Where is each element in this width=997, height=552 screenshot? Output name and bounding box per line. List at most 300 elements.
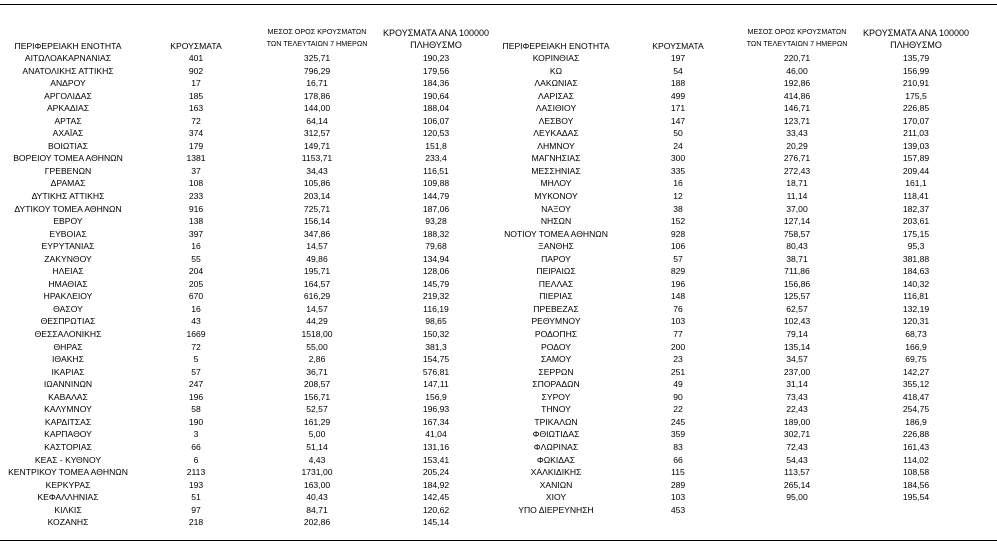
per100k-cell: 120,62 — [422, 504, 450, 515]
region-cell: ΡΕΘΥΜΝΟΥ — [531, 316, 581, 327]
avg7-cell: 46,00 — [786, 65, 808, 76]
per100k-cell: 179,56 — [422, 65, 450, 76]
table-row — [0, 315, 997, 328]
region-cell: ΤΡΙΚΑΛΩΝ — [534, 416, 578, 427]
avg7-cell: 5,00 — [308, 429, 326, 440]
avg7-cell: 711,86 — [784, 266, 810, 277]
cases-cell: 12 — [673, 191, 683, 202]
region-cell: ΕΥΡΥΤΑΝΙΑΣ — [41, 241, 95, 252]
avg7-cell: 54,43 — [786, 454, 808, 465]
cases-cell: 1669 — [186, 329, 206, 340]
avg7-cell: 414,86 — [783, 90, 811, 101]
cases-cell: 499 — [670, 90, 686, 101]
cases-cell: 453 — [670, 504, 686, 515]
region-cell: ΠΙΕΡΙΑΣ — [539, 291, 573, 302]
cases-cell: 928 — [670, 228, 686, 239]
cases-cell: 43 — [191, 316, 201, 327]
per100k-cell: 142,45 — [422, 492, 450, 503]
region-cell: ΚΩ — [549, 65, 563, 76]
cases-cell: 401 — [188, 53, 204, 63]
region-cell: ΛΗΜΝΟΥ — [537, 140, 575, 151]
per100k-cell: 142,27 — [902, 366, 930, 377]
avg7-cell: 265,14 — [783, 479, 811, 490]
header-avg7-line2: ΤΩΝ ΤΕΛΕΥΤΑΙΩΝ 7 ΗΜΕΡΩΝ — [266, 39, 368, 48]
cases-cell: 17 — [191, 78, 201, 89]
avg7-cell: 156,71 — [303, 391, 331, 402]
region-cell: ΚΕΦΑΛΛΗΝΙΑΣ — [37, 492, 99, 503]
table-row — [0, 190, 997, 203]
cases-cell: 38 — [673, 203, 683, 214]
cases-cell: 51 — [191, 492, 201, 503]
avg7-cell: 80,43 — [786, 241, 808, 252]
cases-cell: 1381 — [186, 153, 206, 164]
region-cell: ΔΡΑΜΑΣ — [50, 178, 86, 189]
avg7-cell: 725,71 — [303, 203, 331, 214]
cases-cell: 77 — [673, 329, 683, 340]
cases-cell: 103 — [670, 492, 686, 503]
cases-cell: 66 — [673, 454, 683, 465]
avg7-cell: 72,43 — [786, 441, 808, 452]
avg7-cell: 55,00 — [306, 341, 328, 352]
cases-cell: 83 — [673, 441, 683, 452]
cases-cell: 22 — [673, 404, 683, 415]
region-cell: ΒΟΡΕΙΟΥ ΤΟΜΕΑ ΑΘΗΝΩΝ — [13, 153, 123, 164]
table-row — [0, 466, 997, 479]
region-cell: ΚΑΣΤΟΡΙΑΣ — [44, 441, 92, 452]
region-cell: ΞΑΝΘΗΣ — [538, 241, 574, 252]
cases-cell: 335 — [670, 165, 686, 176]
region-cell: ΦΘΙΩΤΙΔΑΣ — [532, 429, 580, 440]
per100k-cell: 184,92 — [422, 479, 450, 490]
per100k-cell: 116,19 — [423, 303, 449, 314]
per100k-cell: 355,12 — [902, 379, 930, 390]
region-cell: ΕΒΡΟΥ — [53, 216, 83, 227]
per100k-cell: 147,11 — [423, 379, 449, 390]
region-cell: ΚΙΛΚΙΣ — [54, 504, 82, 515]
avg7-cell: 123,71 — [783, 115, 811, 126]
region-cell: ΚΕΡΚΥΡΑΣ — [45, 479, 91, 490]
per100k-cell: 182,37 — [902, 203, 930, 214]
avg7-cell: 95,00 — [786, 492, 808, 503]
per100k-cell: 120,53 — [422, 128, 450, 139]
region-cell: ΙΘΑΚΗΣ — [52, 354, 84, 365]
cases-cell: 148 — [670, 291, 686, 302]
region-cell: ΘΕΣΠΡΩΤΙΑΣ — [40, 316, 96, 327]
table-row — [0, 278, 997, 291]
cases-cell: 190 — [188, 416, 204, 427]
per100k-cell: 186,9 — [905, 416, 927, 427]
cases-cell: 66 — [191, 441, 201, 452]
table-row — [0, 228, 997, 241]
avg7-cell: 44,29 — [306, 316, 328, 327]
cases-cell: 218 — [188, 517, 204, 528]
header-avg7-line1: ΜΕΣΟΣ ΟΡΟΣ ΚΡΟΥΣΜΑΤΩΝ — [267, 27, 367, 36]
per100k-cell: 150,32 — [422, 329, 450, 340]
avg7-cell: 125,57 — [783, 291, 811, 302]
avg7-cell: 616,29 — [303, 291, 331, 302]
region-cell: ΚΕΝΤΡΙΚΟΥ ΤΟΜΕΑ ΑΘΗΝΩΝ — [8, 467, 128, 478]
avg7-cell: 144,00 — [303, 103, 331, 114]
region-cell: ΜΕΣΣΗΝΙΑΣ — [531, 165, 581, 176]
cases-cell: 76 — [673, 303, 683, 314]
cases-cell: 374 — [188, 128, 204, 139]
table-row — [0, 416, 997, 429]
per100k-cell: 184,36 — [422, 78, 450, 89]
region-cell: ΡΟΔΟΥ — [541, 341, 571, 352]
cases-cell: 103 — [670, 316, 686, 327]
region-cell: ΚΟΖΑΝΗΣ — [47, 517, 89, 528]
avg7-cell: 135,14 — [783, 341, 811, 352]
avg7-cell: 192,86 — [783, 78, 811, 89]
cases-cell: 16 — [673, 178, 683, 189]
avg7-cell: 31,14 — [786, 379, 808, 390]
table-row — [0, 366, 997, 379]
per100k-cell: 69,75 — [905, 354, 927, 365]
table-row — [0, 328, 997, 341]
per100k-cell: 114,02 — [903, 454, 929, 465]
table-row — [0, 90, 997, 103]
per100k-cell: 188,04 — [422, 103, 450, 114]
right-table-body — [0, 52, 997, 516]
per100k-cell: 109,88 — [422, 178, 450, 189]
cases-cell: 5 — [193, 354, 199, 365]
per100k-cell: 190,23 — [422, 53, 450, 63]
header-per100k-line2: ΠΛΗΘΥΣΜΟ — [410, 40, 462, 50]
region-cell: ΚΑΡΔΙΤΣΑΣ — [44, 416, 92, 427]
region-cell: ΡΟΔΟΠΗΣ — [534, 329, 578, 340]
cases-cell: 300 — [670, 153, 686, 164]
cases-cell: 58 — [191, 404, 201, 415]
table-row — [0, 378, 997, 391]
region-cell: ΕΥΒΟΙΑΣ — [49, 228, 87, 239]
avg7-cell: 325,71 — [303, 53, 331, 63]
cases-cell: 57 — [673, 253, 683, 264]
cases-cell: 106 — [670, 241, 686, 252]
avg7-cell: 195,71 — [303, 266, 331, 277]
region-cell: ΛΕΣΒΟΥ — [538, 115, 574, 126]
per100k-cell: 219,32 — [422, 291, 450, 302]
cases-cell: 670 — [188, 291, 204, 302]
per100k-cell: 226,85 — [902, 103, 930, 114]
avg7-cell: 18,71 — [786, 178, 808, 189]
cases-cell: 233 — [188, 191, 204, 202]
per100k-cell: 68,73 — [905, 329, 927, 340]
avg7-cell: 64,14 — [306, 115, 328, 126]
header-per100k-line1: ΚΡΟΥΣΜΑΤΑ ΑΝΑ 100000 — [863, 28, 969, 38]
table-row — [0, 52, 997, 65]
cases-cell: 3 — [193, 429, 199, 440]
avg7-cell: 33,43 — [786, 128, 808, 139]
per100k-cell: 95,3 — [907, 241, 925, 252]
per100k-cell: 254,75 — [902, 404, 930, 415]
table-row — [0, 165, 997, 178]
table-row — [0, 203, 997, 216]
avg7-cell: 36,71 — [306, 366, 328, 377]
region-cell: ΑΝΑΤΟΛΙΚΗΣ ΑΤΤΙΚΗΣ — [22, 65, 114, 76]
region-cell: ΔΥΤΙΚΟΥ ΤΟΜΕΑ ΑΘΗΝΩΝ — [14, 203, 122, 214]
avg7-cell: 272,43 — [783, 165, 811, 176]
region-cell: ΝΟΤΙΟΥ ΤΟΜΕΑ ΑΘΗΝΩΝ — [504, 228, 608, 239]
cases-cell: 193 — [188, 479, 204, 490]
avg7-cell: 4,43 — [308, 454, 326, 465]
cases-cell: 247 — [188, 379, 204, 390]
cases-cell: 37 — [191, 165, 201, 176]
avg7-cell: 276,71 — [783, 153, 811, 164]
per100k-cell: 128,06 — [422, 266, 450, 277]
per100k-cell: 167,34 — [422, 416, 450, 427]
per100k-cell: 145,14 — [422, 517, 450, 528]
region-cell: ΝΑΞΟΥ — [541, 203, 571, 214]
region-cell: ΝΗΣΩΝ — [540, 216, 572, 227]
region-cell: ΖΑΚΥΝΘΟΥ — [44, 253, 92, 264]
per100k-cell: 156,9 — [425, 391, 447, 402]
per100k-cell: 118,41 — [903, 191, 929, 202]
cases-cell: 171 — [670, 103, 686, 114]
table-row — [0, 290, 997, 303]
table-row — [0, 115, 997, 128]
region-cell: ΘΑΣΟΥ — [53, 303, 83, 314]
cases-cell: 55 — [191, 253, 201, 264]
avg7-cell: 796,29 — [303, 65, 331, 76]
region-cell: ΚΕΑΣ - ΚΥΘΝΟΥ — [34, 454, 102, 465]
cases-cell: 54 — [673, 65, 683, 76]
region-cell: ΑΡΤΑΣ — [54, 115, 82, 126]
cases-cell: 138 — [188, 216, 204, 227]
cases-cell: 205 — [188, 278, 204, 289]
avg7-cell: 16,71 — [306, 78, 328, 89]
avg7-cell: 178,86 — [303, 90, 331, 101]
avg7-cell: 146,71 — [783, 103, 811, 114]
cases-cell: 72 — [191, 341, 201, 352]
avg7-cell: 14,57 — [306, 241, 328, 252]
avg7-cell: 208,57 — [303, 379, 331, 390]
per100k-cell: 418,47 — [902, 391, 930, 402]
region-cell: ΦΛΩΡΙΝΑΣ — [533, 441, 579, 452]
region-cell: ΙΚΑΡΙΑΣ — [51, 366, 85, 377]
per100k-cell: 157,89 — [902, 153, 930, 164]
table-row — [0, 240, 997, 253]
per100k-cell: 154,75 — [422, 354, 450, 365]
cases-cell: 90 — [673, 391, 683, 402]
cases-cell: 916 — [188, 203, 204, 214]
table-row — [0, 504, 997, 517]
region-cell: ΓΡΕΒΕΝΩΝ — [44, 165, 92, 176]
region-cell: ΛΑΡΙΣΑΣ — [538, 90, 574, 101]
per100k-cell: 188,32 — [422, 228, 450, 239]
avg7-cell: 758,57 — [783, 228, 811, 239]
per100k-cell: 116,51 — [423, 165, 449, 176]
cases-cell: 245 — [670, 416, 686, 427]
cases-cell: 147 — [670, 115, 686, 126]
per100k-cell: 210,91 — [902, 78, 930, 89]
per100k-cell: 134,94 — [422, 253, 450, 264]
region-cell: ΚΑΒΑΛΑΣ — [48, 391, 88, 402]
per100k-cell: 576,81 — [422, 366, 450, 377]
table-row — [0, 491, 997, 504]
table-row — [0, 428, 997, 441]
table-row — [0, 454, 997, 467]
per100k-cell: 184,63 — [902, 266, 930, 277]
cases-cell: 24 — [673, 140, 683, 151]
cases-cell: 152 — [670, 216, 686, 227]
avg7-cell: 51,14 — [306, 441, 328, 452]
per100k-cell: 161,1 — [905, 178, 927, 189]
per100k-cell: 205,24 — [422, 467, 450, 478]
region-cell: ΧΑΛΚΙΔΙΚΗΣ — [530, 467, 582, 478]
table-row — [0, 479, 997, 492]
avg7-cell: 79,14 — [786, 329, 808, 340]
per100k-cell: 131,16 — [422, 441, 450, 452]
avg7-cell: 347,86 — [303, 228, 331, 239]
cases-cell: 188 — [670, 78, 686, 89]
cases-cell: 49 — [673, 379, 683, 390]
avg7-cell: 156,86 — [783, 278, 811, 289]
per100k-cell: 161,43 — [902, 441, 930, 452]
cases-cell: 72 — [191, 115, 201, 126]
per100k-cell: 170,07 — [902, 115, 930, 126]
header-cases: ΚΡΟΥΣΜΑΤΑ — [652, 41, 704, 51]
cases-cell: 902 — [188, 65, 204, 76]
avg7-cell: 52,57 — [306, 404, 328, 415]
cases-cell: 2113 — [186, 467, 206, 478]
region-cell: ΠΑΡΟΥ — [541, 253, 571, 264]
per100k-cell: 144,79 — [422, 191, 450, 202]
region-cell: ΔΥΤΙΚΗΣ ΑΤΤΙΚΗΣ — [31, 191, 105, 202]
region-cell: ΣΥΡΟΥ — [541, 391, 571, 402]
region-cell: ΣΠΟΡΑΔΩΝ — [532, 379, 580, 390]
table-row — [0, 65, 997, 78]
region-cell: ΣΕΡΡΩΝ — [538, 366, 574, 377]
cases-cell: 163 — [188, 103, 204, 114]
avg7-cell: 113,57 — [784, 467, 810, 478]
avg7-cell: 73,43 — [786, 391, 808, 402]
table-row — [0, 303, 997, 316]
per100k-cell: 98,65 — [425, 316, 447, 327]
per100k-cell: 132,19 — [902, 303, 930, 314]
table-row — [0, 391, 997, 404]
per100k-cell: 108,58 — [902, 467, 930, 478]
table-row — [0, 253, 997, 266]
per100k-cell: 120,31 — [902, 316, 930, 327]
per100k-cell: 211,03 — [903, 128, 929, 139]
cases-cell: 829 — [670, 266, 686, 277]
avg7-cell: 11,14 — [786, 191, 808, 202]
region-cell: ΑΙΤΩΛΟΑΚΑΡΝΑΝΙΑΣ — [24, 53, 112, 63]
region-cell: ΜΥΚΟΝΟΥ — [534, 191, 578, 202]
region-cell: ΣΑΜΟΥ — [540, 354, 572, 365]
cases-cell: 200 — [670, 341, 686, 352]
region-cell: ΠΕΛΛΑΣ — [538, 278, 574, 289]
region-cell: ΚΑΛΥΜΝΟΥ — [44, 404, 92, 415]
table-row — [0, 140, 997, 153]
per100k-cell: 175,15 — [902, 228, 930, 239]
cases-cell: 115 — [671, 467, 685, 478]
region-cell: ΦΩΚΙΔΑΣ — [536, 454, 576, 465]
region-cell: ΚΟΡΙΝΘΙΑΣ — [532, 53, 580, 63]
region-cell: ΗΜΑΘΙΑΣ — [48, 278, 88, 289]
avg7-cell: 37,00 — [786, 203, 808, 214]
avg7-cell: 34,57 — [786, 354, 808, 365]
per100k-cell: 226,88 — [902, 429, 930, 440]
table-row — [0, 102, 997, 115]
per100k-cell: 116,81 — [903, 291, 929, 302]
per100k-cell: 135,79 — [902, 53, 930, 63]
table-row — [0, 403, 997, 416]
header-cases: ΚΡΟΥΣΜΑΤΑ — [170, 41, 222, 51]
region-cell: ΑΡΚΑΔΙΑΣ — [46, 103, 90, 114]
avg7-cell: 237,00 — [783, 366, 811, 377]
region-cell: ΑΧΑΪΑΣ — [52, 128, 84, 139]
avg7-cell: 1153,71 — [301, 153, 333, 164]
per100k-cell: 381,88 — [902, 253, 930, 264]
avg7-cell: 149,71 — [303, 140, 331, 151]
region-cell: ΗΡΑΚΛΕΙΟΥ — [43, 291, 93, 302]
per100k-cell: 79,68 — [425, 241, 447, 252]
avg7-cell: 312,57 — [303, 128, 331, 139]
per100k-cell: 203,61 — [902, 216, 930, 227]
table-row — [0, 77, 997, 90]
avg7-cell: 302,71 — [783, 429, 811, 440]
avg7-cell: 20,29 — [786, 140, 808, 151]
region-cell: ΠΕΙΡΑΙΩΣ — [536, 266, 576, 277]
region-cell: ΙΩΑΝΝΙΝΩΝ — [43, 379, 93, 390]
table-row — [0, 152, 997, 165]
avg7-cell: 14,57 — [306, 303, 328, 314]
per100k-cell: 145,79 — [422, 278, 450, 289]
region-cell: ΜΗΛΟΥ — [540, 178, 572, 189]
cases-cell: 16 — [191, 241, 201, 252]
per100k-cell: 184,56 — [902, 479, 930, 490]
cases-cell: 23 — [673, 354, 683, 365]
avg7-cell: 203,14 — [303, 191, 331, 202]
avg7-cell: 161,29 — [303, 416, 331, 427]
per100k-cell: 209,44 — [902, 165, 930, 176]
avg7-cell: 49,86 — [306, 253, 328, 264]
cases-cell: 179 — [188, 140, 204, 151]
region-cell: ΤΗΝΟΥ — [541, 404, 571, 415]
per100k-cell: 93,28 — [425, 216, 447, 227]
header-avg7-line2: ΤΩΝ ΤΕΛΕΥΤΑΙΩΝ 7 ΗΜΕΡΩΝ — [746, 39, 848, 48]
cases-cell: 97 — [191, 504, 201, 515]
cases-cell: 397 — [188, 228, 204, 239]
cases-cell: 108 — [188, 178, 204, 189]
region-cell: ΒΟΙΩΤΙΑΣ — [48, 140, 88, 151]
per100k-cell: 195,54 — [902, 492, 930, 503]
cases-cell: 196 — [670, 278, 686, 289]
per100k-cell: 196,93 — [422, 404, 450, 415]
cases-cell: 251 — [670, 366, 686, 377]
avg7-cell: 2,86 — [308, 354, 326, 365]
avg7-cell: 102,43 — [783, 316, 811, 327]
avg7-cell: 1518,00 — [301, 329, 333, 340]
avg7-cell: 163,00 — [303, 479, 331, 490]
avg7-cell: 127,14 — [783, 216, 811, 227]
avg7-cell: 22,43 — [786, 404, 808, 415]
table-row — [0, 265, 997, 278]
header-region: ΠΕΡΙΦΕΡΕΙΑΚΗ ΕΝΟΤΗΤΑ — [502, 41, 610, 51]
cases-cell: 204 — [188, 266, 204, 277]
avg7-cell: 105,86 — [303, 178, 331, 189]
region-cell: ΛΑΣΙΘΙΟΥ — [535, 103, 577, 114]
avg7-cell: 156,14 — [303, 216, 331, 227]
region-cell: ΠΡΕΒΕΖΑΣ — [533, 303, 579, 314]
avg7-cell: 202,86 — [303, 517, 331, 528]
avg7-cell: 62,57 — [786, 303, 808, 314]
per100k-cell: 151,8 — [425, 140, 447, 151]
region-cell: ΑΡΓΟΛΙΔΑΣ — [44, 90, 92, 101]
region-cell: ΚΑΡΠΑΘΟΥ — [44, 429, 92, 440]
region-cell: ΗΛΕΙΑΣ — [52, 266, 84, 277]
